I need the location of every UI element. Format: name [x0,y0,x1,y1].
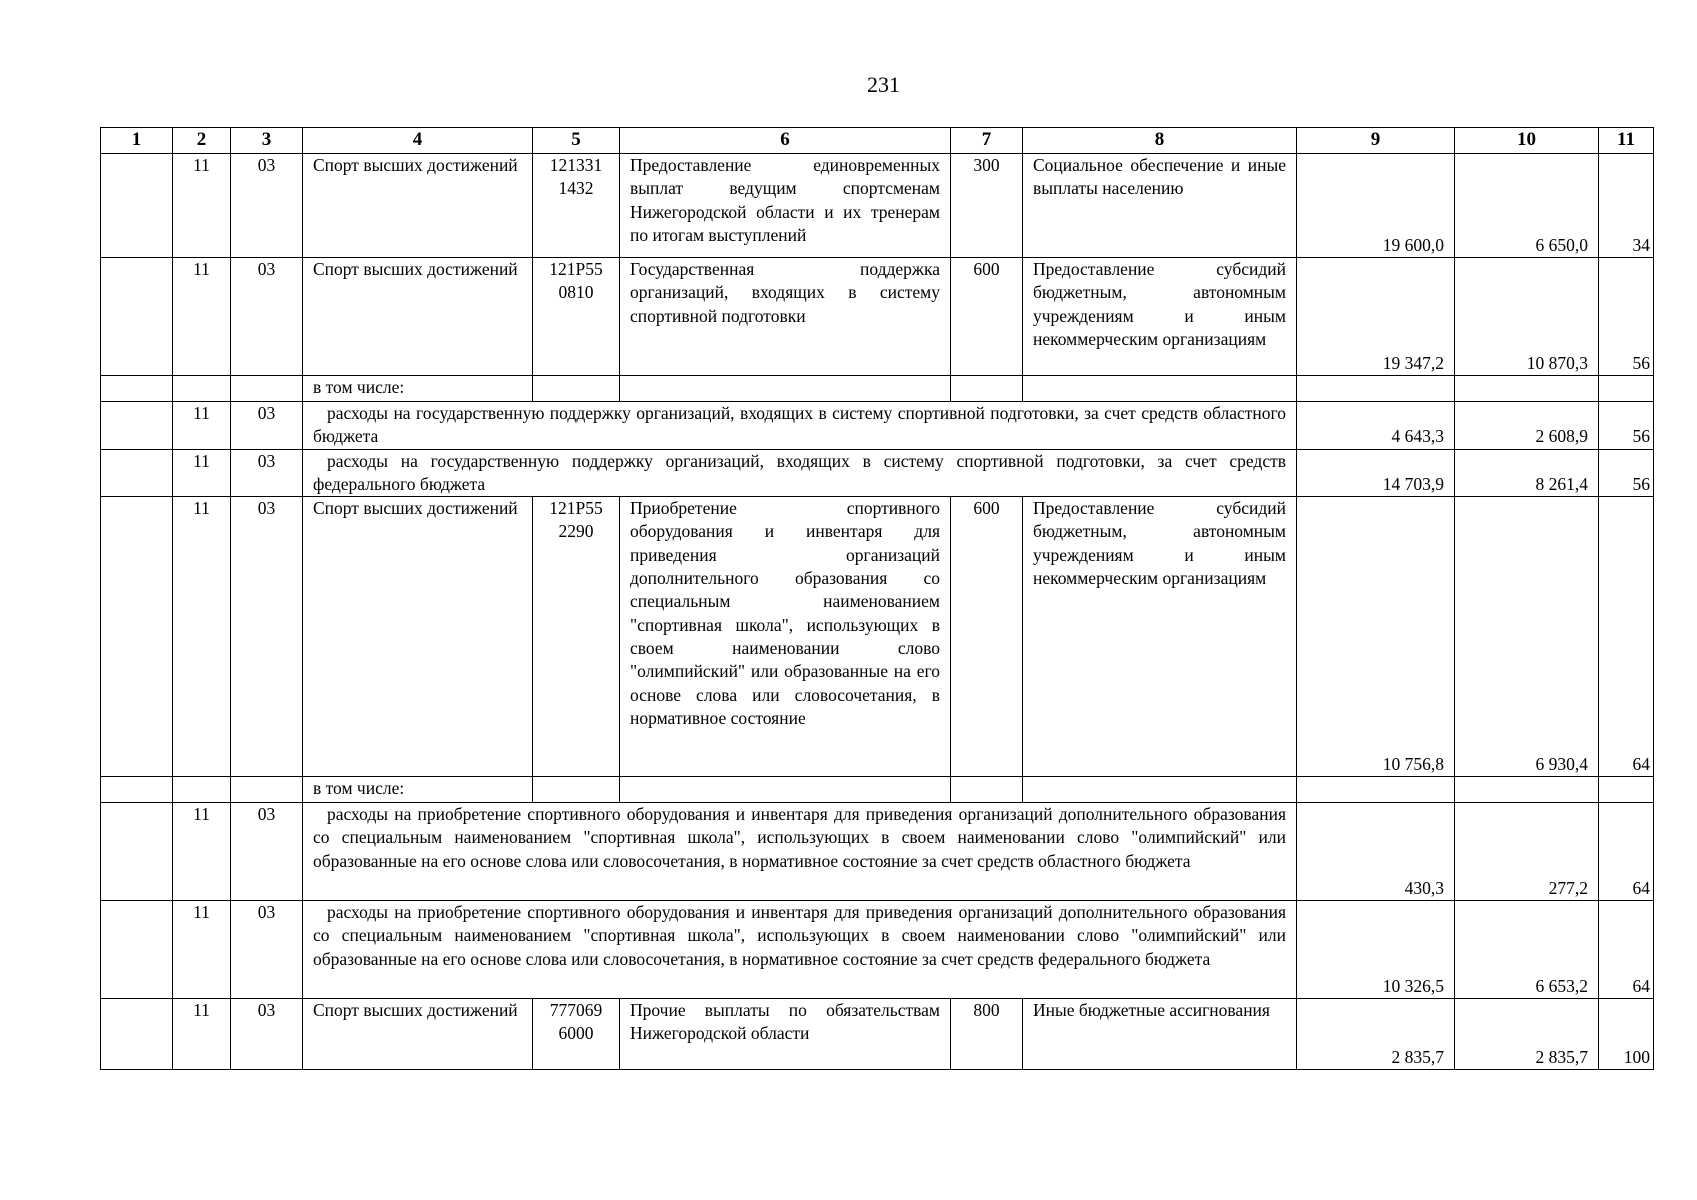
column-header: 7 [951,128,1023,154]
table-row [101,402,1654,450]
cell-expense-type [951,777,1023,803]
cell-subsection: 03 [231,803,303,901]
cell-subsection-name: Спорт высших достижений [303,258,533,376]
cell-amount-actual: 2 835,7 [1455,999,1599,1070]
cell-col1 [101,449,173,497]
cell-percent: 64 [1599,901,1654,999]
column-header: 6 [620,128,951,154]
cell-amount-plan: 19 600,0 [1297,154,1455,258]
cell-amount-actual: 277,2 [1455,803,1599,901]
table-row [101,803,1654,901]
cell-amount-plan: 14 703,9 [1297,449,1455,497]
cell-expense-description: расходы на государственную поддержку организаций, входящих в систему спортивной подготовки, за счет средств областного бюджета [303,402,1297,450]
cell-including-label: в том числе: [303,777,533,803]
column-header: 4 [303,128,533,154]
cell-section: 11 [173,901,231,999]
cell-section: 11 [173,999,231,1070]
cell-amount-plan: 10 756,8 [1297,497,1455,777]
cell-subsection: 03 [231,402,303,450]
cell-amount-plan: 430,3 [1297,803,1455,901]
cell-target-name: Предоставление единовременных выплат ведущим спортсменам Нижегородской области и их тренерам по итогам выступлений [620,154,951,258]
table-row [101,497,1654,777]
table-row [101,901,1654,999]
cell-subsection-name: Спорт высших достижений [303,999,533,1070]
cell-col1 [101,376,173,402]
cell-target-code [533,777,620,803]
cell-amount-plan [1297,777,1455,803]
table-row [101,258,1654,376]
budget-table [100,127,1654,1070]
cell-expense-name: Иные бюджетные ассигнования [1023,999,1297,1070]
cell-amount-actual: 2 608,9 [1455,402,1599,450]
table-row [101,999,1654,1070]
cell-amount-plan: 4 643,3 [1297,402,1455,450]
cell-amount-actual [1455,376,1599,402]
column-header: 9 [1297,128,1455,154]
cell-col1 [101,803,173,901]
cell-col1 [101,497,173,777]
cell-target-name: Государственная поддержка организаций, входящих в систему спортивной подготовки [620,258,951,376]
cell-expense-name: Предоставление субсидий бюджетным, автономным учреждениям и иным некоммерческим организациям [1023,258,1297,376]
cell-expense-type [951,376,1023,402]
cell-percent: 56 [1599,449,1654,497]
column-header: 8 [1023,128,1297,154]
cell-section [173,376,231,402]
cell-subsection: 03 [231,449,303,497]
cell-target-name: Прочие выплаты по обязательствам Нижегородской области [620,999,951,1070]
cell-subsection: 03 [231,258,303,376]
cell-subsection: 03 [231,999,303,1070]
cell-expense-description: расходы на государственную поддержку организаций, входящих в систему спортивной подготовки, за счет средств федерального бюджета [303,449,1297,497]
cell-percent: 56 [1599,402,1654,450]
column-header: 5 [533,128,620,154]
cell-target-name [620,777,951,803]
cell-subsection [231,777,303,803]
cell-percent [1599,376,1654,402]
column-header: 10 [1455,128,1599,154]
cell-target-name: Приобретение спортивного оборудования и инвентаря для приведения организаций дополнительного образования со специальным наименованием "спортивная школа", использующих в своем наименовании слово "олимпийский" или образованные на его основе слова или словосочетания, в нормативное состояние [620,497,951,777]
cell-col1 [101,258,173,376]
cell-amount-actual [1455,777,1599,803]
cell-percent: 56 [1599,258,1654,376]
cell-section [173,777,231,803]
table-row [101,777,1654,803]
cell-target-code: 777069 6000 [533,999,620,1070]
cell-target-code: 121P55 2290 [533,497,620,777]
page-number: 231 [867,72,900,97]
cell-col1 [101,999,173,1070]
cell-amount-actual: 6 930,4 [1455,497,1599,777]
cell-target-code [533,376,620,402]
cell-col1 [101,777,173,803]
cell-percent: 100 [1599,999,1654,1070]
cell-col1 [101,154,173,258]
cell-subsection: 03 [231,497,303,777]
cell-subsection-name: Спорт высших достижений [303,154,533,258]
cell-subsection [231,376,303,402]
cell-expense-type: 600 [951,258,1023,376]
cell-section: 11 [173,449,231,497]
cell-percent: 34 [1599,154,1654,258]
cell-section: 11 [173,154,231,258]
cell-expense-name: Предоставление субсидий бюджетным, автономным учреждениям и иным некоммерческим организациям [1023,497,1297,777]
cell-expense-name [1023,777,1297,803]
cell-expense-description: расходы на приобретение спортивного оборудования и инвентаря для приведения организаций дополнительного образования со специальным наименованием "спортивная школа", использующих в своем наименовании слово "олимпийский" или образованные на его основе слова или словосочетания, в нормативное состояние за счет средств областного бюджета [303,803,1297,901]
header-row [101,128,1654,154]
column-header: 3 [231,128,303,154]
cell-section: 11 [173,402,231,450]
cell-expense-name [1023,376,1297,402]
cell-amount-plan: 19 347,2 [1297,258,1455,376]
cell-amount-plan: 10 326,5 [1297,901,1455,999]
cell-percent [1599,777,1654,803]
cell-expense-type: 800 [951,999,1023,1070]
column-header: 1 [101,128,173,154]
cell-subsection: 03 [231,154,303,258]
cell-section: 11 [173,497,231,777]
column-header: 2 [173,128,231,154]
cell-amount-plan [1297,376,1455,402]
cell-expense-type: 600 [951,497,1023,777]
cell-col1 [101,901,173,999]
cell-target-code: 121331 1432 [533,154,620,258]
table-row [101,376,1654,402]
cell-amount-actual: 10 870,3 [1455,258,1599,376]
cell-target-name [620,376,951,402]
cell-subsection: 03 [231,901,303,999]
cell-expense-type: 300 [951,154,1023,258]
cell-amount-actual: 6 650,0 [1455,154,1599,258]
cell-subsection-name: Спорт высших достижений [303,497,533,777]
cell-expense-description: расходы на приобретение спортивного оборудования и инвентаря для приведения организаций дополнительного образования со специальным наименованием "спортивная школа", использующих в своем наименовании слово "олимпийский" или образованные на его основе слова или словосочетания, в нормативное состояние за счет средств федерального бюджета [303,901,1297,999]
cell-section: 11 [173,258,231,376]
table-row [101,449,1654,497]
cell-col1 [101,402,173,450]
cell-amount-plan: 2 835,7 [1297,999,1455,1070]
cell-percent: 64 [1599,803,1654,901]
cell-target-code: 121P55 0810 [533,258,620,376]
cell-including-label: в том числе: [303,376,533,402]
cell-percent: 64 [1599,497,1654,777]
cell-amount-actual: 6 653,2 [1455,901,1599,999]
cell-section: 11 [173,803,231,901]
table-row [101,154,1654,258]
cell-amount-actual: 8 261,4 [1455,449,1599,497]
column-header: 11 [1599,128,1654,154]
cell-expense-name: Социальное обеспечение и иные выплаты населению [1023,154,1297,258]
